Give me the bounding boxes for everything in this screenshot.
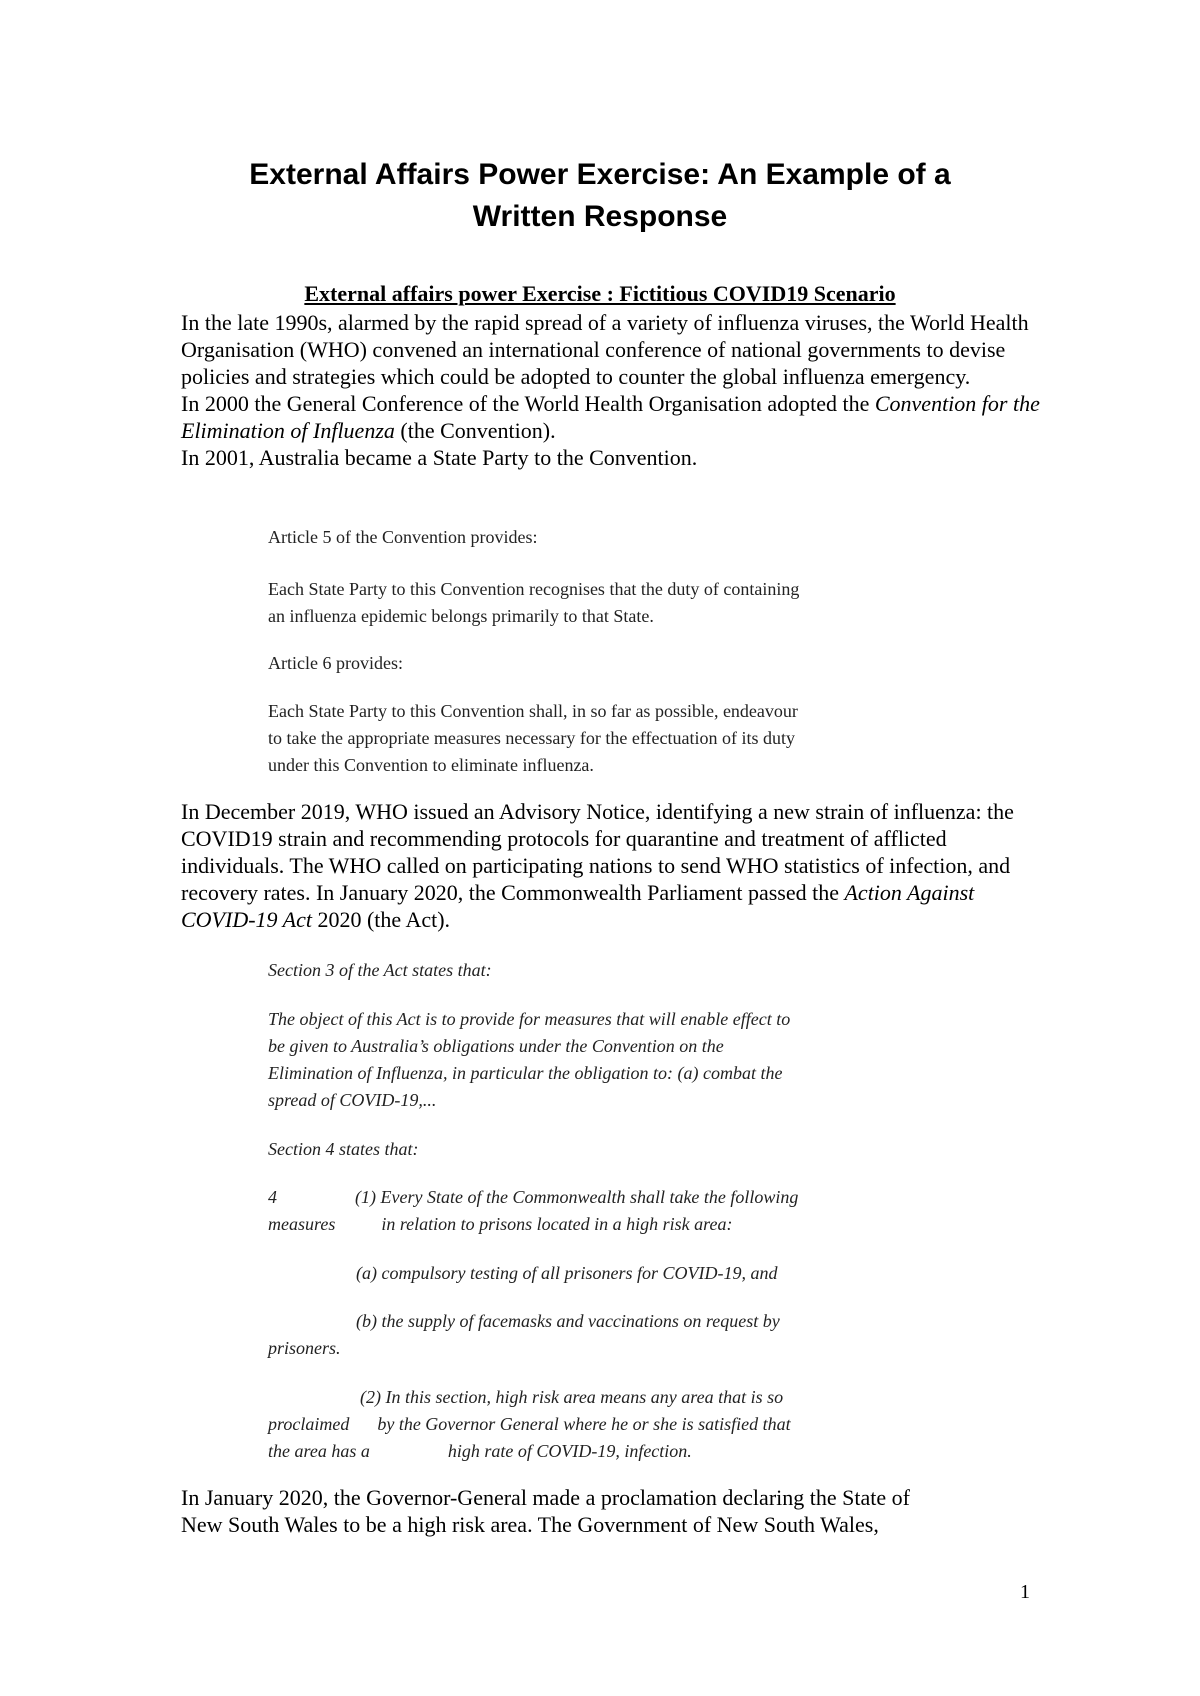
final-line: In January 2020, the Governor-General made a proclamation declaring the State of (181, 1485, 910, 1510)
article-5-line: an influenza epidemic belongs primarily to that State. (268, 606, 654, 626)
section-4-b-text: (b) the supply of facemasks and vaccinations on request by (356, 1311, 780, 1331)
article-6-line: to take the appropriate measures necessary for the effectuation of its duty (268, 728, 795, 748)
section-4-heading: Section 4 states that: (268, 1139, 419, 1159)
section-4-2-area: the area has a (268, 1441, 370, 1461)
section-4-b (268, 1308, 968, 1362)
page-number: 1 (1020, 1581, 1030, 1603)
article-5-line: Each State Party to this Convention recognises that the duty of containing (268, 579, 800, 599)
document-title-line-2: Written Response (472, 200, 728, 233)
section-4-1-rest: in relation to prisons located in a high risk area: (381, 1214, 733, 1234)
section-4-2 (268, 1384, 968, 1465)
section-3-line: be given to Australia’s obligations under the Convention on the (268, 1036, 724, 1056)
section-3-line: spread of COVID-19,... (268, 1090, 437, 1110)
section-4-1 (268, 1184, 968, 1238)
conference-text: In 2000 the General Conference of the World Health Organisation adopted the (181, 391, 875, 416)
conference-paragraph (181, 390, 1041, 444)
article-6-line: under this Convention to eliminate influenza. (268, 755, 594, 775)
section-4-1-measures: measures (268, 1214, 336, 1234)
conference-text-end: (the Convention). (394, 418, 556, 443)
section-3-heading: Section 3 of the Act states that: (268, 960, 492, 980)
section-4-2-rate: high rate of COVID-19, infection. (447, 1441, 692, 1461)
act-name: Action Against COVID-19 Act (181, 880, 975, 932)
intro-paragraph: In the late 1990s, alarmed by the rapid spread of a variety of influenza viruses, the World Health Organisation (WHO) convened an international conference of national governments to devise policies and strategies which could be adopted to counter the global influenza emergency. (181, 310, 1029, 389)
december-text: In December 2019, WHO issued an Advisory Notice, identifying a new strain of influenza: the COVID19 strain and recommending protocols for quarantine and treatment of afflicted individuals. The WHO called on participating nations to send WHO statistics of infection, and recovery rates. In January 2020, the Commonwealth Parliament passed the (181, 799, 1014, 905)
section-4-b-cont: prisoners. (268, 1338, 341, 1358)
act-text-end: 2020 (the Act). (311, 907, 451, 932)
intro-section (181, 309, 1041, 471)
final-paragraph (181, 1484, 1041, 1538)
section-4-number: 4 (268, 1187, 277, 1207)
section-4-2-governor: by the Governor General where he or she is satisfied that (377, 1414, 791, 1434)
section-3-line: Elimination of Influenza, in particular the obligation to: (a) combat the (268, 1063, 783, 1083)
section-4-a: (a) compulsory testing of all prisoners for COVID-19, and (356, 1263, 778, 1283)
state-party-paragraph: In 2001, Australia became a State Party to the Convention. (181, 445, 698, 470)
article-6-line: Each State Party to this Convention shall, in so far as possible, endeavour (268, 701, 798, 721)
convention-name: Convention for the Elimination of Influenza (181, 391, 1040, 443)
section-4-1-text: (1) Every State of the Commonwealth shall take the following (355, 1187, 799, 1207)
document-title-line-1: External Affairs Power Exercise: An Example of a (249, 158, 951, 191)
article-5-quote (268, 576, 968, 630)
section-4-2-proclaimed: proclaimed (268, 1414, 350, 1434)
section-3-line: The object of this Act is to provide for measures that will enable effect to (268, 1009, 791, 1029)
section-4-2-text: (2) In this section, high risk area means any area that is so (360, 1387, 784, 1407)
december-paragraph (181, 798, 1041, 933)
scenario-subtitle: External affairs power Exercise : Fictitious COVID19 Scenario (304, 281, 896, 306)
article-5-heading: Article 5 of the Convention provides: (268, 527, 538, 547)
article-6-quote (268, 698, 968, 779)
article-6-heading: Article 6 provides: (268, 653, 403, 673)
final-line: New South Wales to be a high risk area. The Government of New South Wales, (181, 1512, 879, 1537)
section-3-quote (268, 1006, 968, 1114)
